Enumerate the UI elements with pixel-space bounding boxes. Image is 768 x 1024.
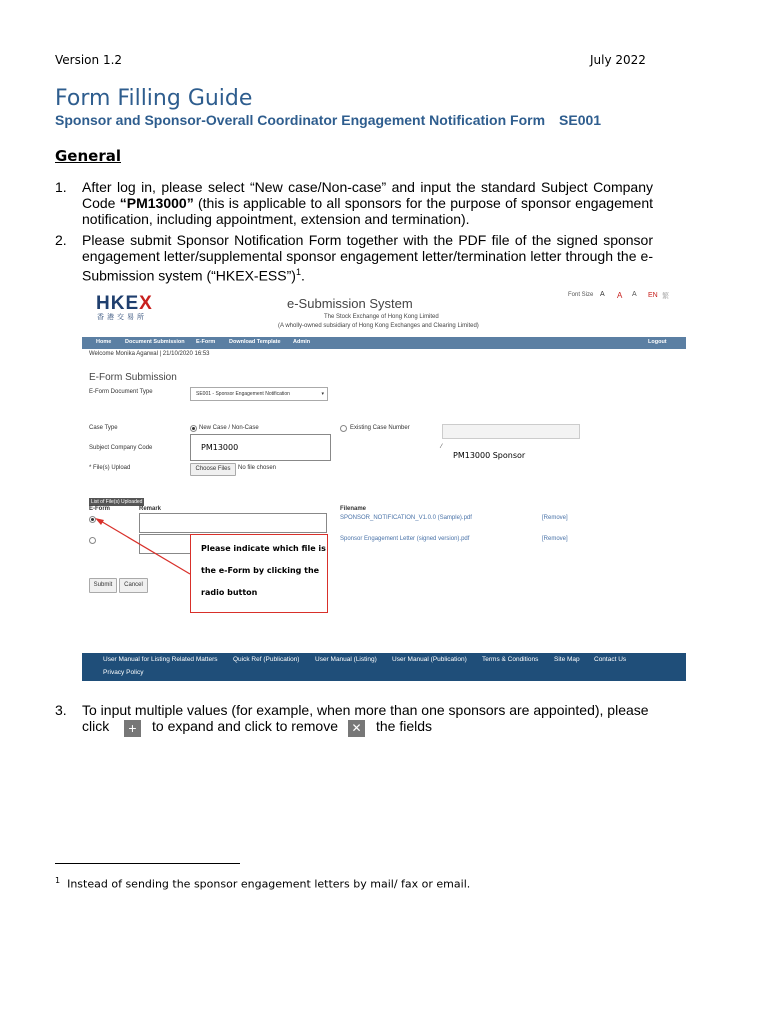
- step-3-expand-text: to expand and click to remove: [152, 718, 338, 734]
- doc-type-label: E-Form Document Type: [89, 389, 153, 395]
- step-text-part: (this is applicable to all sponsors for the purpose of sponsor engagement notification, including appointment, extension and termination).: [82, 195, 653, 227]
- lang-zh-link[interactable]: 繁: [662, 293, 669, 300]
- step-number: 3.: [55, 702, 67, 718]
- footer-link[interactable]: Site Map: [554, 656, 580, 663]
- footer-link[interactable]: User Manual for Listing Related Matters: [103, 656, 218, 663]
- version-label: Version 1.2: [55, 53, 123, 67]
- nav-eform[interactable]: E-Form: [196, 339, 216, 345]
- nav-home[interactable]: Home: [96, 339, 112, 345]
- chevron-down-icon: ▾: [321, 391, 324, 397]
- footer-link[interactable]: User Manual (Listing): [315, 656, 377, 663]
- step-number: 2.: [55, 232, 67, 248]
- system-subtitle: The Stock Exchange of Hong Kong Limited: [324, 314, 439, 320]
- font-medium-button[interactable]: A: [617, 291, 623, 300]
- footnote: [55, 876, 470, 891]
- ess-screenshot: [82, 287, 686, 682]
- step-3-click: click: [82, 718, 110, 734]
- pm-sponsor-label: PM13000 Sponsor: [453, 451, 526, 460]
- callout-line: the e-Form by clicking the: [201, 566, 320, 575]
- close-icon: ✕: [348, 720, 365, 737]
- plus-icon: +: [124, 720, 141, 737]
- files-upload-label: * File(s) Upload: [89, 465, 131, 471]
- choose-files-button[interactable]: Choose Files: [190, 463, 236, 476]
- footnote-divider: [55, 863, 240, 864]
- separator-mark: ⁄: [441, 444, 443, 450]
- col-filename-header: Filename: [340, 506, 367, 512]
- nav-logout[interactable]: Logout: [648, 339, 667, 345]
- file-link-1[interactable]: SPONSOR_NOTIFICATION_V1.0.0 (Sample).pdf: [340, 515, 472, 521]
- cancel-button[interactable]: Cancel: [119, 578, 148, 593]
- nav-download-template[interactable]: Download Template: [229, 339, 281, 345]
- footer-link-privacy[interactable]: Privacy Policy: [103, 669, 144, 676]
- file-link-2[interactable]: Sponsor Engagement Letter (signed version).pdf: [340, 536, 470, 542]
- step-text: [82, 179, 653, 227]
- page-subtitle: [55, 112, 601, 128]
- welcome-text: Welcome Monika Agarwal | 21/10/2020 16:53: [89, 351, 210, 357]
- doc-type-value: SE001 - Sponsor Engagement Notification: [196, 391, 290, 397]
- form-code: SE001: [559, 112, 602, 128]
- step-text-part: Please submit Sponsor Notification Form together with the PDF file of the signed sponsor engagement letter/supplemental sponsor engagement letter/termination letter through the e-Submission system (“HKEX-ESS”): [82, 232, 653, 284]
- nav-document-submission[interactable]: Document Submission: [125, 339, 185, 345]
- remove-link-1[interactable]: [Remove]: [542, 515, 568, 521]
- footnote-ref: 1: [295, 267, 301, 277]
- hkex-logo: HKEX: [96, 293, 153, 314]
- eform-section-title: E-Form Submission: [89, 372, 177, 383]
- step-text: [82, 232, 653, 284]
- footer-link[interactable]: Terms & Conditions: [482, 656, 539, 663]
- subtitle-text: Sponsor and Sponsor-Overall Coordinator Engagement Notification Form: [55, 112, 546, 128]
- page-title: Form Filling Guide: [55, 86, 253, 111]
- submit-button[interactable]: Submit: [89, 578, 117, 593]
- callout-box: [190, 534, 328, 613]
- step-number: 1.: [55, 179, 67, 195]
- lang-en-link[interactable]: EN: [648, 292, 658, 299]
- remove-link-2[interactable]: [Remove]: [542, 536, 568, 542]
- system-title: e-Submission System: [287, 296, 413, 311]
- list-files-label: List of File(s) Uploaded: [91, 499, 143, 505]
- callout-line: radio button: [201, 588, 258, 597]
- hkex-logo-chinese: 香港交易所: [97, 314, 147, 321]
- col-remark-header: Remark: [139, 506, 162, 512]
- footer-link[interactable]: Contact Us: [594, 656, 627, 663]
- step-3: [55, 702, 67, 718]
- step-text-part: After log in, please select “New case/Non-case” and input the standard Subject Company Code: [82, 179, 653, 211]
- footnote-mark: 1: [55, 876, 61, 885]
- existing-case-label: Existing Case Number: [350, 425, 410, 431]
- step-text-part: .: [300, 267, 305, 284]
- callout-line: Please indicate which file is: [201, 544, 326, 553]
- col-eform-header: E-Form: [89, 506, 110, 512]
- footer-bar: [82, 653, 686, 681]
- footer-link[interactable]: User Manual (Publication): [392, 656, 467, 663]
- font-size-label: Font Size: [568, 292, 594, 298]
- step-text-bold: “PM13000”: [119, 195, 194, 211]
- date-label: July 2022: [590, 53, 646, 67]
- font-large-button[interactable]: A: [632, 291, 637, 298]
- nav-admin[interactable]: Admin: [293, 339, 311, 345]
- callout-arrow-icon: [82, 287, 686, 682]
- subject-code-label: Subject Company Code: [89, 445, 153, 451]
- footer-link[interactable]: Quick Ref (Publication): [233, 656, 300, 663]
- no-file-label: No file chosen: [238, 465, 277, 471]
- font-small-button[interactable]: A: [600, 291, 605, 298]
- case-type-label: Case Type: [89, 425, 118, 431]
- system-subtitle-2: (A wholly-owned subsidiary of Hong Kong Exchanges and Clearing Limited): [278, 323, 479, 329]
- new-case-label: New Case / Non-Case: [199, 425, 259, 431]
- subject-code-value: PM13000: [201, 443, 239, 452]
- step-3-fields-text: the fields: [376, 718, 433, 734]
- section-heading: General: [55, 147, 121, 165]
- footnote-text: Instead of sending the sponsor engagement letters by mail/ fax or email.: [67, 877, 471, 891]
- step-3-line1: To input multiple values (for example, when more than one sponsors are appointed), please: [82, 702, 649, 718]
